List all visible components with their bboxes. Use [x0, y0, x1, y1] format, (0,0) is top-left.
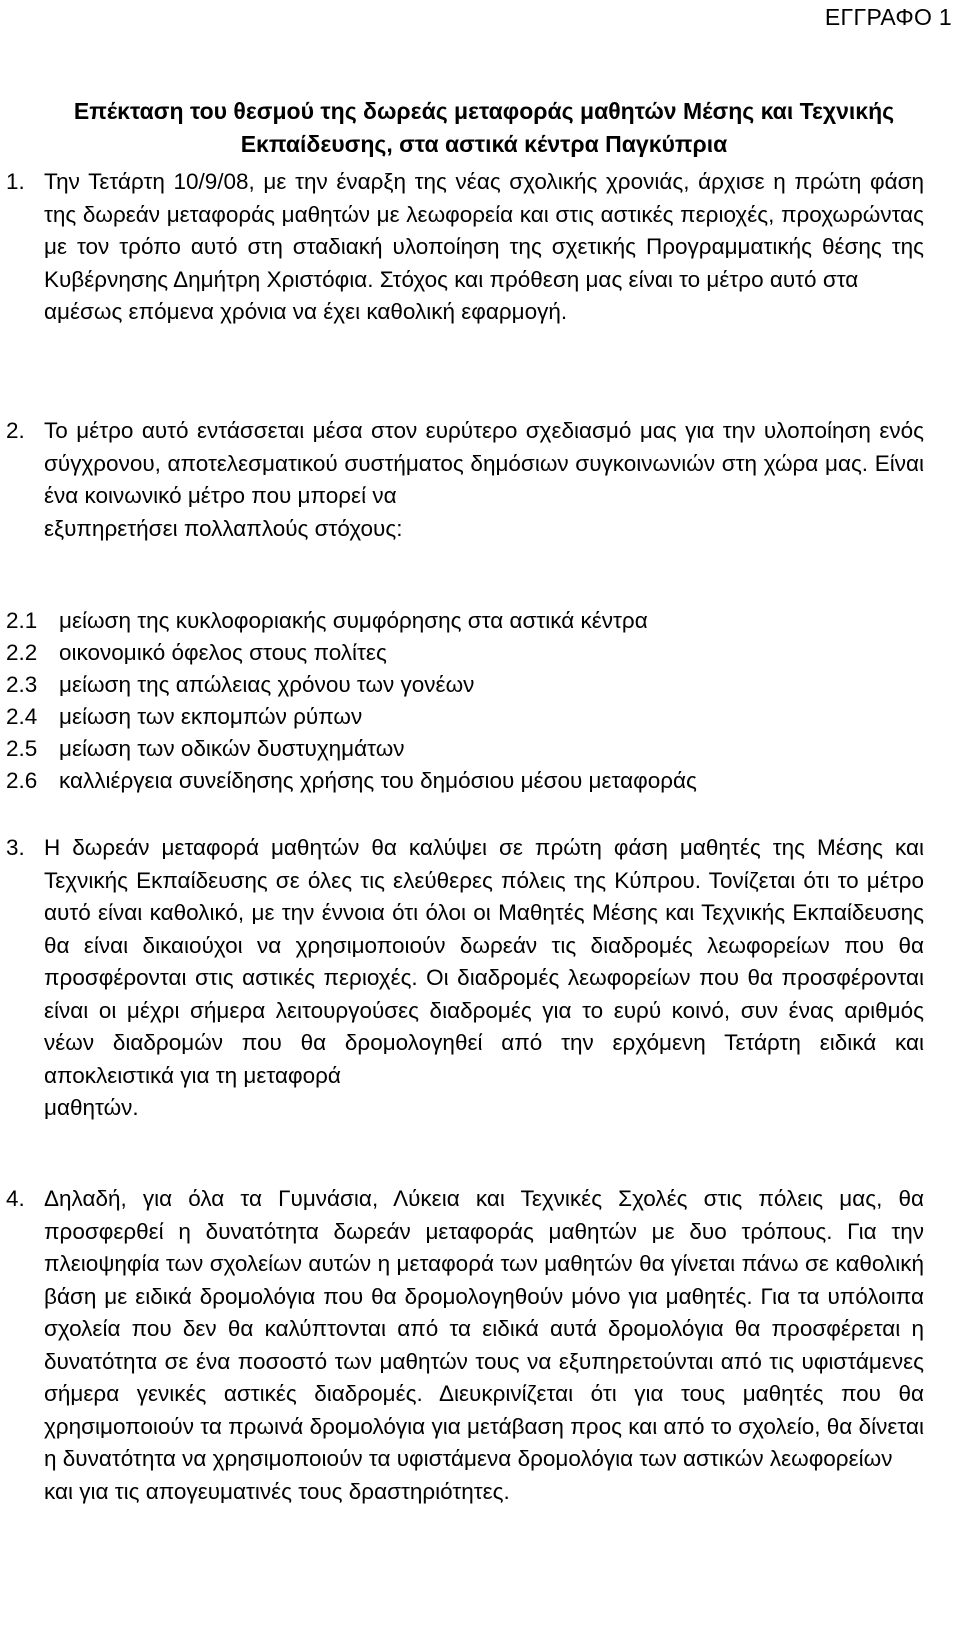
- paragraph-number: 1.: [6, 169, 25, 194]
- list-item: [6, 733, 924, 765]
- paragraph-text-last-line: μαθητών.: [44, 1095, 139, 1120]
- list-item-number: 2.1: [6, 608, 38, 633]
- paragraph-number: 2.: [6, 418, 25, 443]
- list-item-text: μείωση της κυκλοφοριακής συμφόρησης στα αστικά κέντρα: [59, 608, 648, 633]
- paragraph-3: [6, 832, 924, 1125]
- list-item-text: μείωση της απώλειας χρόνου των γονέων: [59, 672, 475, 697]
- list-item-number: 2.6: [6, 768, 38, 793]
- paragraph-1: [6, 166, 924, 329]
- paragraph-text: Το μέτρο αυτό εντάσσεται μέσα στον ευρύτερο σχεδιασμό μας για την υλοποίηση ενός σύγχρονου, αποτελεσματικού συστήματος δημόσιων συγκοινωνιών στη χώρα μας. Είναι ένα κοινωνικό μέτρο που μπορεί να: [44, 418, 924, 508]
- paragraph-text: Την Τετάρτη 10/9/08, με την έναρξη της νέας σχολικής χρονιάς, άρχισε η πρώτη φάση της δωρεάν μεταφοράς μαθητών με λεωφορεία και στις αστικές περιοχές, προχωρώντας με τον τρόπο αυτό στη σταδιακή υλοποίηση της σχετικής Προγραμματικής θέσης της Κυβέρνησης Δημήτρη Χριστόφια. Στόχος και πρόθεση μας είναι το μέτρο αυτό στα: [44, 169, 924, 292]
- list-item-number: 2.4: [6, 704, 38, 729]
- list-item: [6, 701, 924, 733]
- paragraph-number: 4.: [6, 1186, 25, 1211]
- paragraph-body: [44, 415, 924, 545]
- list-item-text: καλλιέργεια συνείδησης χρήσης του δημόσιου μέσου μεταφοράς: [59, 768, 697, 793]
- paragraph-body: [44, 1183, 924, 1508]
- paragraph-text-last-line: αμέσως επόμενα χρόνια να έχει καθολική εφαρμογή.: [44, 299, 568, 324]
- paragraph-body: [44, 832, 924, 1125]
- paragraph-text-last-line: και για τις απογευματινές τους δραστηριότητες.: [44, 1478, 510, 1504]
- paragraph-body: [44, 166, 924, 329]
- paragraph-4: [6, 1183, 924, 1508]
- list-item-text: μείωση των εκπομπών ρύπων: [59, 704, 363, 729]
- list-item-number: 2.2: [6, 640, 38, 665]
- list-item-number: 2.3: [6, 672, 38, 697]
- list-item-text: οικονομικό όφελος στους πολίτες: [59, 640, 387, 665]
- list-item-number: 2.5: [6, 736, 38, 761]
- paragraph-number: 3.: [6, 835, 25, 860]
- document-label: ΕΓΓΡΑΦΟ 1: [824, 4, 952, 30]
- document-title: Επέκταση του θεσμού της δωρεάς μεταφοράς μαθητών Μέσης και Τεχνικής Εκπαίδευσης, στα αστικά κέντρα Παγκύπρια: [73, 98, 895, 157]
- list-item: [6, 605, 924, 637]
- list-item: [6, 669, 924, 701]
- list-item: [6, 637, 924, 669]
- paragraph-text-last-line: εξυπηρετήσει πολλαπλούς στόχους:: [44, 515, 403, 541]
- list-item-text: μείωση των οδικών δυστυχημάτων: [59, 736, 405, 761]
- paragraph-text: Η δωρεάν μεταφορά μαθητών θα καλύψει σε πρώτη φάση μαθητές της Μέσης και Τεχνικής Εκπαίδευσης σε όλες τις ελεύθερες πόλεις της Κύπρου. Τονίζεται ότι το μέτρο αυτό είναι καθολικό, με την έννοια ότι όλοι οι Μαθητές Μέσης και Τεχνικής Εκπαίδευσης θα είναι δικαιούχοι να χρησιμοποιούν δωρεάν τις διαδρομές λεωφορείων που θα προσφέρονται στις αστικές περιοχές. Οι διαδρομές λεωφορείων που θα προσφέρονται είναι οι μέχρι σήμερα λειτουργούσες διαδρομές για το ευρύ κοινό, συν ένας αριθμός νέων διαδρομών που θα δρομολογηθεί από την ερχόμενη Τετάρτη ειδικά και αποκλειστικά για τη μεταφορά: [44, 835, 924, 1088]
- list-item: [6, 765, 924, 797]
- paragraph-2: [6, 415, 924, 545]
- goals-list: [6, 605, 924, 797]
- paragraph-text: Δηλαδή, για όλα τα Γυμνάσια, Λύκεια και Τεχνικές Σχολές στις πόλεις μας, θα προσφερθεί η δυνατότητα δωρεάν μεταφοράς μαθητών με δυο τρόπους. Για την πλειοψηφία των σχολείων αυτών η μεταφορά των μαθητών θα γίνεται πάνω σε καθολική βάση με ειδικά δρομολόγια που θα δρομολογηθούν μόνο για μαθητές. Για τα υπόλοιπα σχολεία που δεν θα καλύπτονται από τα ειδικά αυτά δρομολόγια θα προσφέρεται η δυνατότητα σε ένα ποσοστό των μαθητών τους να εξυπηρετούνται από τις υφιστάμενες σήμερα γενικές αστικές διαδρομές. Διευκρινίζεται ότι για τους μαθητές που θα χρησιμοποιούν τα πρωινά δρομολόγια για μετάβαση προς και από το σχολείο, θα δίνεται η δυνατότητα να χρησιμοποιούν τα υφιστάμενα δρομολόγια των αστικών λεωφορείων: [44, 1186, 924, 1471]
